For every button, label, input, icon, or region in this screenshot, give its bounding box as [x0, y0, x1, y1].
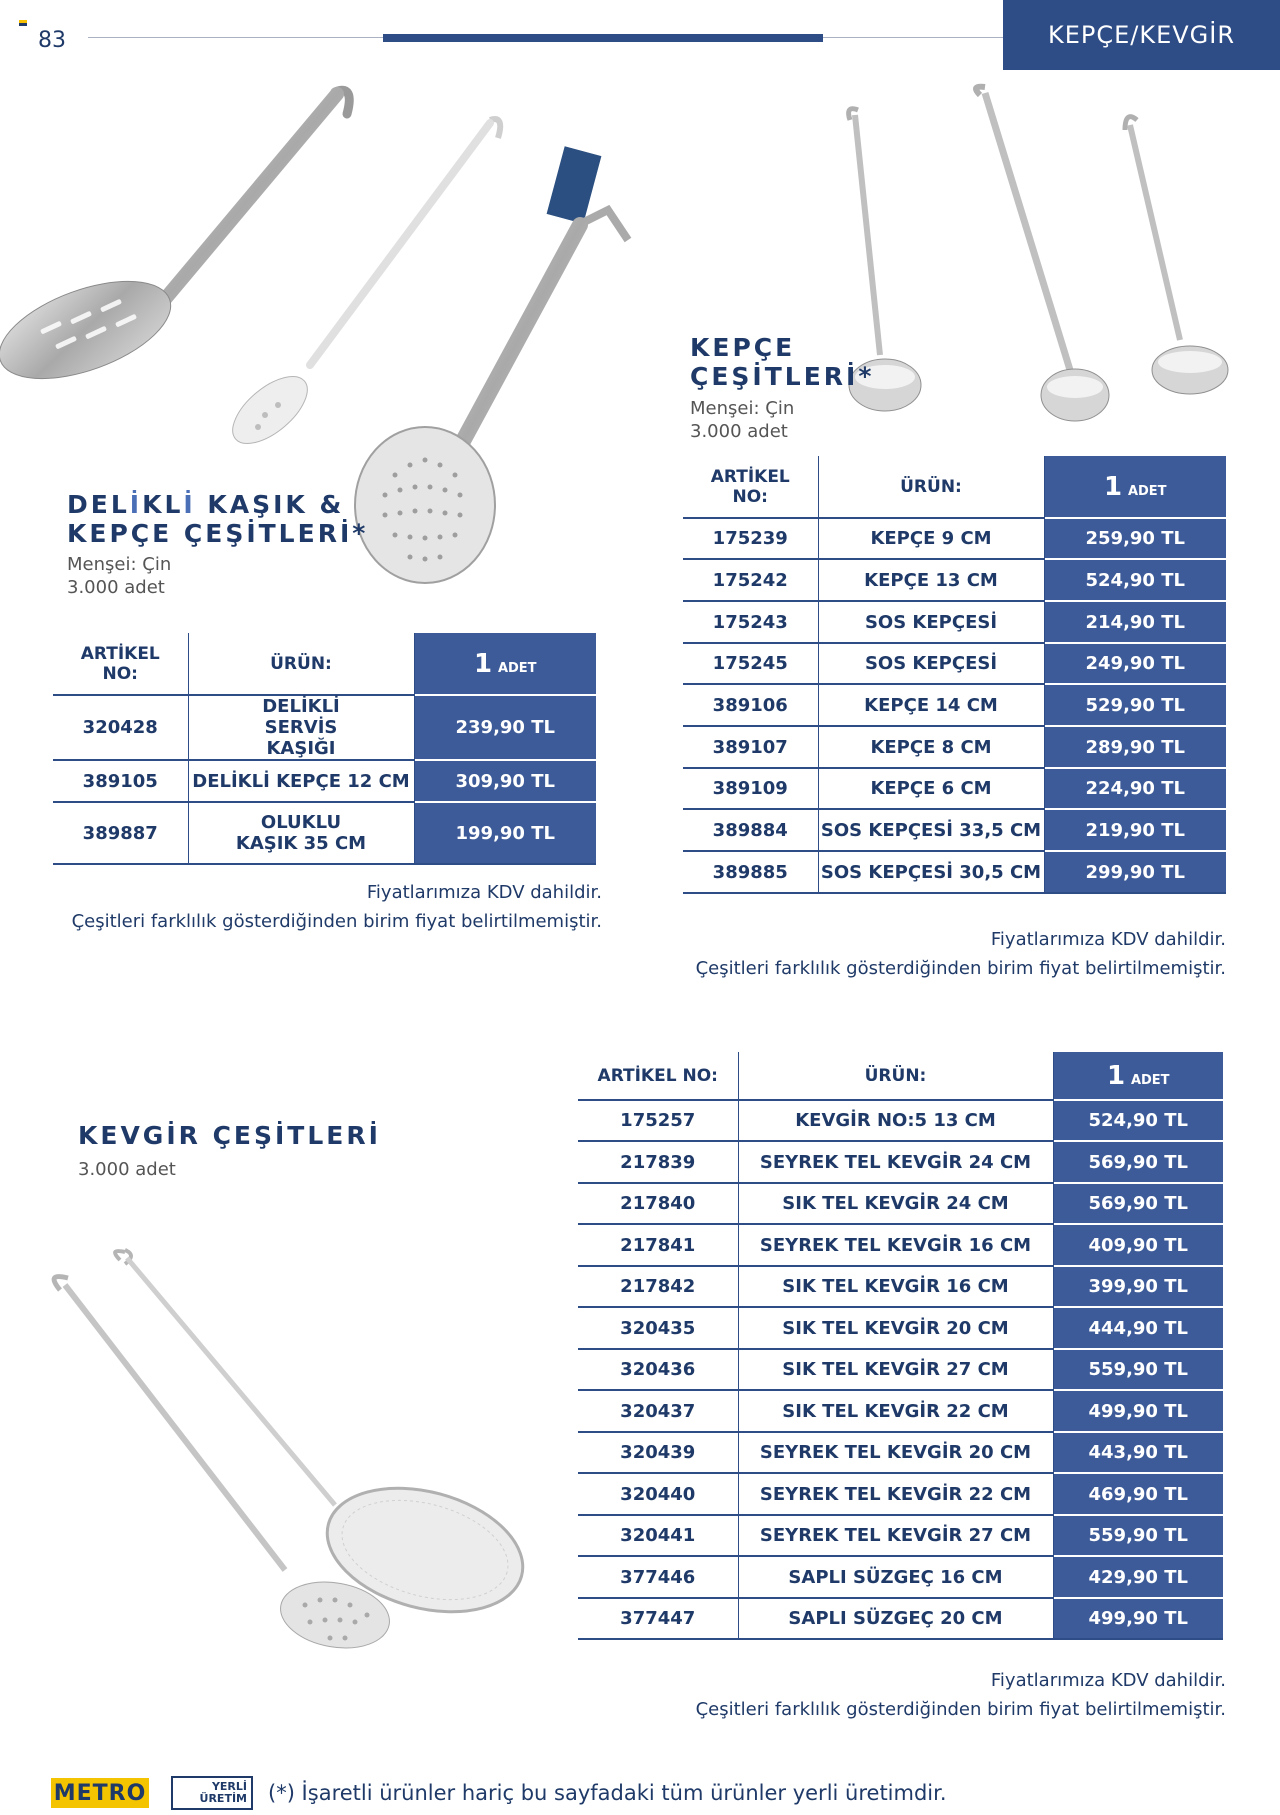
- table-row-no: 217841: [578, 1224, 738, 1266]
- table-row-price: 299,90 TL: [1044, 851, 1226, 893]
- table-row-product: SAPLI SÜZGEÇ 16 CM: [738, 1556, 1053, 1598]
- table-row-price: 524,90 TL: [1053, 1100, 1223, 1141]
- section2-price-table: [683, 456, 1226, 894]
- table-row-product: SEYREK TEL KEVGİR 27 CM: [738, 1515, 1053, 1556]
- product-header: ÜRÜN:: [188, 633, 414, 695]
- table-row-product: SOS KEPÇESİ: [818, 643, 1044, 684]
- table-row-price: 529,90 TL: [1044, 684, 1226, 726]
- table-row-price: 409,90 TL: [1053, 1224, 1223, 1266]
- table-row-no: 320441: [578, 1515, 738, 1556]
- table-row-product: SIK TEL KEVGİR 24 CM: [738, 1183, 1053, 1224]
- table-row-no: 389107: [683, 726, 818, 768]
- table-row-price: 499,90 TL: [1053, 1598, 1223, 1639]
- table-row-product: DELİKLİ SERVİS KAŞIĞI: [188, 695, 414, 760]
- section1-origin: Menşei: Çin: [67, 554, 172, 575]
- section3-title: KEVGİR ÇEŞİTLERİ: [78, 1121, 381, 1150]
- section1-note: Fiyatlarımıza KDV dahildir. Çeşitleri farklılık gösterdiğinden birim fiyat belirtilmemiştir.: [71, 882, 602, 932]
- table-row-no: 175239: [683, 518, 818, 559]
- table-row-no: 377446: [578, 1556, 738, 1598]
- table-row-no: 389109: [683, 768, 818, 809]
- header-accent-bar: [383, 34, 823, 42]
- table-row-no: 175257: [578, 1100, 738, 1141]
- table-row-product: SOS KEPÇESİ 33,5 CM: [818, 809, 1044, 851]
- table-row-price: 469,90 TL: [1053, 1473, 1223, 1515]
- product-header: ÜRÜN:: [738, 1052, 1053, 1100]
- table-row-product: KEPÇE 6 CM: [818, 768, 1044, 809]
- table-row-no: 320440: [578, 1473, 738, 1515]
- table-row-product: SIK TEL KEVGİR 22 CM: [738, 1390, 1053, 1432]
- section2-origin: Menşei: Çin: [690, 398, 795, 419]
- table-row-price: 559,90 TL: [1053, 1515, 1223, 1556]
- artikel-header: ARTİKEL NO:: [53, 633, 188, 695]
- table-row-product: SEYREK TEL KEVGİR 16 CM: [738, 1224, 1053, 1266]
- strainers-illustration: [45, 1250, 565, 1670]
- table-row-no: 389884: [683, 809, 818, 851]
- table-row-price: 259,90 TL: [1044, 518, 1226, 559]
- price-header: 1 ADET: [414, 633, 596, 695]
- table-row-price: 199,90 TL: [414, 802, 596, 864]
- artikel-header: ARTİKEL NO:: [683, 456, 818, 518]
- table-row-no: 217840: [578, 1183, 738, 1224]
- table-row-price: 499,90 TL: [1053, 1390, 1223, 1432]
- flag-icon: [19, 20, 27, 26]
- table-row-no: 175245: [683, 643, 818, 684]
- table-row-product: KEPÇE 14 CM: [818, 684, 1044, 726]
- table-row-product: OLUKLU KAŞIK 35 CM: [188, 802, 414, 864]
- table-row-price: 224,90 TL: [1044, 768, 1226, 809]
- table-row-price: 214,90 TL: [1044, 601, 1226, 643]
- metro-logo: METRO: [51, 1778, 149, 1808]
- section2-note: Fiyatlarımıza KDV dahildir. Çeşitleri farklılık gösterdiğinden birim fiyat belirtilmemiştir.: [695, 929, 1226, 979]
- section2-title: KEPÇE ÇEŞİTLERİ*: [690, 333, 875, 391]
- table-row-price: 309,90 TL: [414, 760, 596, 802]
- table-row-product: DELİKLİ KEPÇE 12 CM: [188, 760, 414, 802]
- section1-price-table: [53, 633, 596, 865]
- table-row-no: 389105: [53, 760, 188, 802]
- table-row-price: 399,90 TL: [1053, 1266, 1223, 1307]
- artikel-header: ARTİKEL NO:: [578, 1052, 738, 1100]
- table-row-price: 559,90 TL: [1053, 1349, 1223, 1390]
- section3-note: Fiyatlarımıza KDV dahildir. Çeşitleri farklılık gösterdiğinden birim fiyat belirtilmemiştir.: [695, 1670, 1226, 1720]
- footer-disclaimer: (*) İşaretli ürünler hariç bu sayfadaki tüm ürünler yerli üretimdir.: [268, 1781, 947, 1805]
- section3-quantity: 3.000 adet: [78, 1159, 176, 1180]
- yerli-uretim-badge: YERLİ ÜRETİM: [171, 1776, 253, 1810]
- table-row-no: 389106: [683, 684, 818, 726]
- table-row-no: 217839: [578, 1141, 738, 1183]
- table-row-product: KEVGİR NO:5 13 CM: [738, 1100, 1053, 1141]
- table-row-product: KEPÇE 8 CM: [818, 726, 1044, 768]
- table-row-price: 443,90 TL: [1053, 1432, 1223, 1473]
- table-row-no: 389885: [683, 851, 818, 893]
- table-row-no: 377447: [578, 1598, 738, 1639]
- price-header: 1 ADET: [1053, 1052, 1223, 1100]
- table-row-product: SEYREK TEL KEVGİR 20 CM: [738, 1432, 1053, 1473]
- ladles-illustration: [840, 85, 1240, 435]
- table-row-product: KEPÇE 13 CM: [818, 559, 1044, 601]
- table-row-price: 239,90 TL: [414, 695, 596, 760]
- table-row-price: 524,90 TL: [1044, 559, 1226, 601]
- table-row-price: 429,90 TL: [1053, 1556, 1223, 1598]
- section3-price-table: [578, 1052, 1223, 1640]
- table-row-no: 320439: [578, 1432, 738, 1473]
- price-header: 1 ADET: [1044, 456, 1226, 518]
- table-row-no: 320437: [578, 1390, 738, 1432]
- table-row-price: 569,90 TL: [1053, 1141, 1223, 1183]
- table-row-product: KEPÇE 9 CM: [818, 518, 1044, 559]
- table-row-product: SIK TEL KEVGİR 20 CM: [738, 1307, 1053, 1349]
- table-row-no: 175242: [683, 559, 818, 601]
- table-row-product: SEYREK TEL KEVGİR 22 CM: [738, 1473, 1053, 1515]
- table-row-product: SOS KEPÇESİ 30,5 CM: [818, 851, 1044, 893]
- category-tab: KEPÇE/KEVGİR: [1003, 0, 1280, 70]
- table-row-no: 320435: [578, 1307, 738, 1349]
- table-row-no: 320436: [578, 1349, 738, 1390]
- table-row-no: 389887: [53, 802, 188, 864]
- section2-quantity: 3.000 adet: [690, 421, 788, 442]
- section1-title: DELİKLİ KAŞIK & KEPÇE ÇEŞİTLERİ*: [67, 490, 369, 548]
- table-row-price: 444,90 TL: [1053, 1307, 1223, 1349]
- table-row-price: 249,90 TL: [1044, 643, 1226, 684]
- skimmer-ladle-illustration: [350, 145, 630, 585]
- table-row-price: 289,90 TL: [1044, 726, 1226, 768]
- table-row-product: SAPLI SÜZGEÇ 20 CM: [738, 1598, 1053, 1639]
- table-row-price: 569,90 TL: [1053, 1183, 1223, 1224]
- table-row-product: SIK TEL KEVGİR 27 CM: [738, 1349, 1053, 1390]
- table-row-no: 175243: [683, 601, 818, 643]
- table-row-product: SIK TEL KEVGİR 16 CM: [738, 1266, 1053, 1307]
- table-row-product: SEYREK TEL KEVGİR 24 CM: [738, 1141, 1053, 1183]
- table-row-no: 217842: [578, 1266, 738, 1307]
- page-number: 83: [38, 28, 66, 53]
- product-header: ÜRÜN:: [818, 456, 1044, 518]
- table-row-price: 219,90 TL: [1044, 809, 1226, 851]
- section1-quantity: 3.000 adet: [67, 577, 165, 598]
- table-row-no: 320428: [53, 695, 188, 760]
- table-row-product: SOS KEPÇESİ: [818, 601, 1044, 643]
